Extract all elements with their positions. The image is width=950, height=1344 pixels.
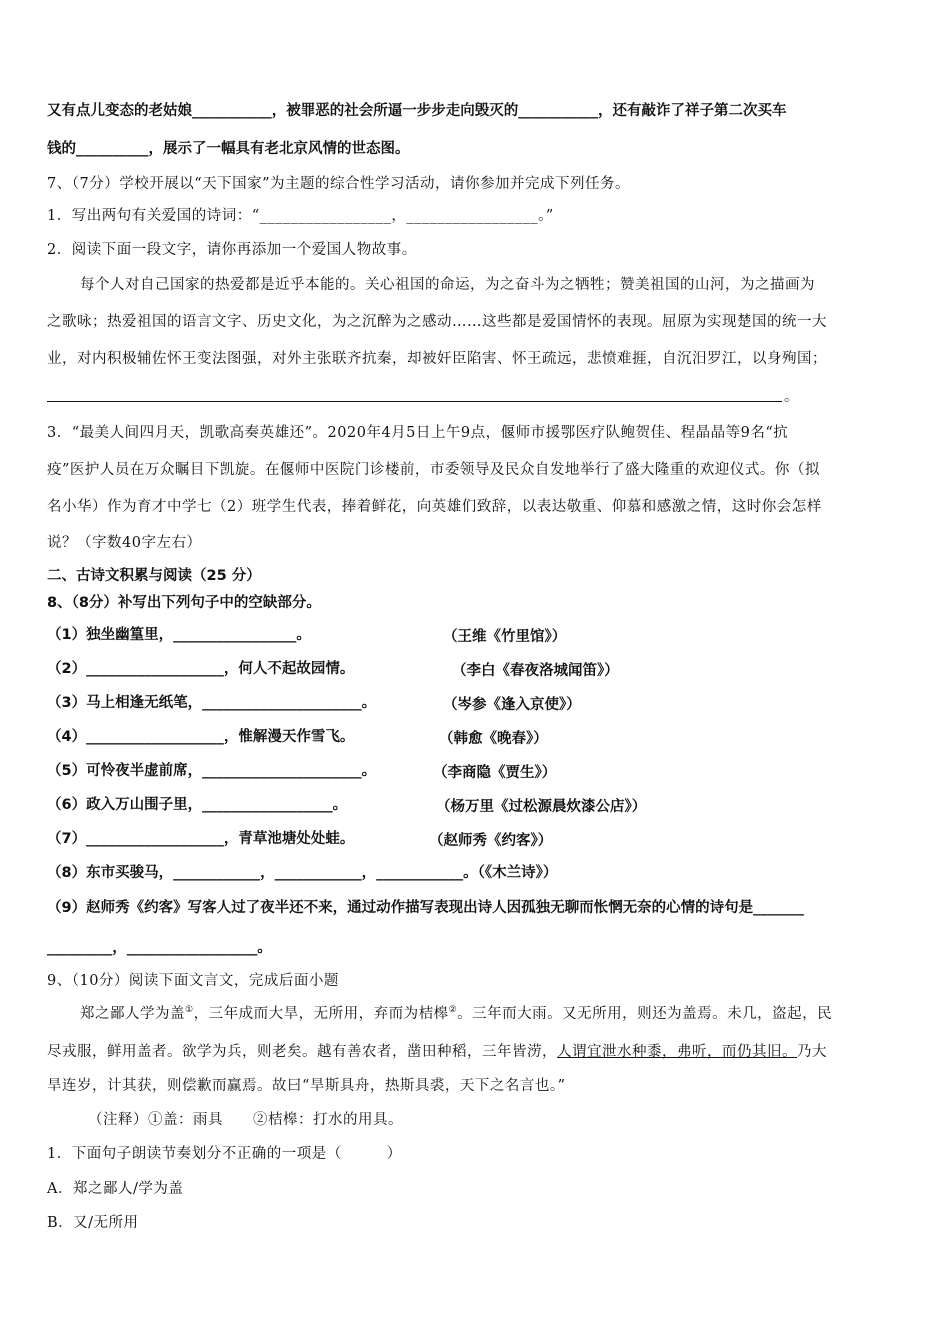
poem-item: _________，__________________。 [47,940,272,956]
question-9-heading: 9、（10分）阅读下面文言文，完成后面小题 [47,973,339,989]
question-7-heading: 7、（7分）学校开展以“天下国家”为主题的综合性学习活动，请你参加并完成下列任务。 [47,176,631,192]
passage-line: 业，对内积极辅佐怀王变法图强，对外主张联齐抗秦，却被奸臣陷害、怀王疏远，悲愤难捱，自沉汨罗江，以身殉国； [47,351,827,367]
poem-source: （王维《竹里馆》） [443,629,567,645]
text-line: 疫”医护人员在万众瞩目下凯旋。在偃师中医院门诊楼前，市委领导及民众自发地举行了盛大隆重的欢迎仪式。你（拟 [47,462,820,478]
text-line: 名小华）作为育才中学七（2）班学生代表，捧着鲜花，向英雄们致辞，以表达敬重、仰慕和感激之情，这时你会怎样 [47,499,822,515]
poem-item: （8）东市买骏马，____________，____________，____________。（《木兰诗》） [47,865,558,881]
question-7-task-3: 3．“最美人间四月天，凯歌高奏英雄还”。2020年4月5日上午9点，偃师市援鄂医疗队鲍贺佳、程晶晶等9名“抗 [47,425,789,441]
option-b: B．又/无所用 [47,1215,139,1231]
classical-text-segment: 尽戎服，鲜用盖者。欲学为兵，则老矣。越有善农者，凿田种稻，三年皆涝， [47,1044,557,1060]
question-7-task-1: 1．写出两句有关爱国的诗词：“_________________，_________________。” [47,208,554,224]
classical-text-segment: 乃大 [797,1044,827,1060]
poem-source: （岑参《逢入京使》） [443,697,581,713]
passage-line: 之歌咏；热爱祖国的语言文字、历史文化，为之沉醉为之感动……这些都是爱国情怀的表现。屈原为实现楚国的统一大 [47,314,827,330]
poem-source: （韩愈《晚春》） [439,731,548,747]
poem-item: （5）可怜夜半虚前席，______________________。 [47,763,377,779]
poem-item: （6）政入万山围子里，__________________。 [47,797,348,813]
option-a: A．郑之鄙人/学为盖 [47,1181,184,1197]
classical-text-line [47,1042,906,1062]
classical-text-segment: ，三年成而大旱，无所用，弃而为桔槔 [193,1006,449,1022]
classical-text-line: 旱连岁，计其获，则偿歉而赢焉。故曰“旱斯具舟，热斯具裘，天下之名言也。” [47,1078,566,1094]
text-line: 又有点儿变态的老姑娘___________，被罪恶的社会所逼一步步走向毁灭的___________，还有敲诈了祥子第二次买车 [47,103,787,119]
poem-item: （1）独坐幽篁里，_________________。 [47,627,311,643]
poem-source: （李白《春夜洛城闻笛》） [452,663,619,679]
classical-text-segment: 郑之鄙人学为盖 [80,1006,185,1022]
poem-source: （李商隐《贾生》） [433,765,557,781]
text-line: 说？（字数40字左右） [47,535,202,551]
poem-source: （赵师秀《约客》） [429,833,553,849]
poem-item: （7）___________________，青草池塘处处蛙。 [47,831,355,847]
classical-text-line [80,1004,906,1024]
text-line: 钱的__________，展示了一幅具有老北京风情的世态图。 [47,141,410,157]
poem-item: （2）___________________，何人不起故园情。 [47,661,355,677]
question-7-task-2: 2．阅读下面一段文字，请你再添加一个爱国人物故事。 [47,242,417,258]
passage-end-mark: 。 [784,389,799,405]
poem-item: （9）赵师秀《约客》写客人过了夜半还不来，通过动作描写表现出诗人因孤独无聊而怅惘无奈的心情的诗句是_______ [47,900,804,916]
poem-item: （3）马上相逢无纸笔，______________________。 [47,695,377,711]
footnote-marker: ① [185,1005,194,1016]
underlined-sentence: 人谓宜泄水种黍，弗听，而仍其旧。 [557,1044,797,1060]
passage-line: 每个人对自己国家的热爱都是近乎本能的。关心祖国的命运，为之奋斗为之牺牲；赞美祖国的山河，为之描画为 [80,277,815,293]
classical-text-segment: 。三年而大雨。又无所用，则还为盖焉。未几，盗起，民 [457,1006,833,1022]
section-2-heading: 二、古诗文积累与阅读（25 分） [47,568,261,584]
footnote-marker: ② [448,1005,458,1016]
answer-blank-line [47,401,782,402]
poem-item: （4）___________________，惟解漫天作雪飞。 [47,729,355,745]
question-8-heading: 8、（8分）补写出下列句子中的空缺部分。 [47,595,321,611]
poem-source: （杨万里《过松源晨炊漆公店》） [436,799,647,815]
question-9-sub-1: 1．下面句子朗读节奏划分不正确的一项是（ ） [47,1146,402,1162]
annotation-note: （注释）①盖：雨具 ②桔槔：打水的用具。 [88,1112,403,1128]
